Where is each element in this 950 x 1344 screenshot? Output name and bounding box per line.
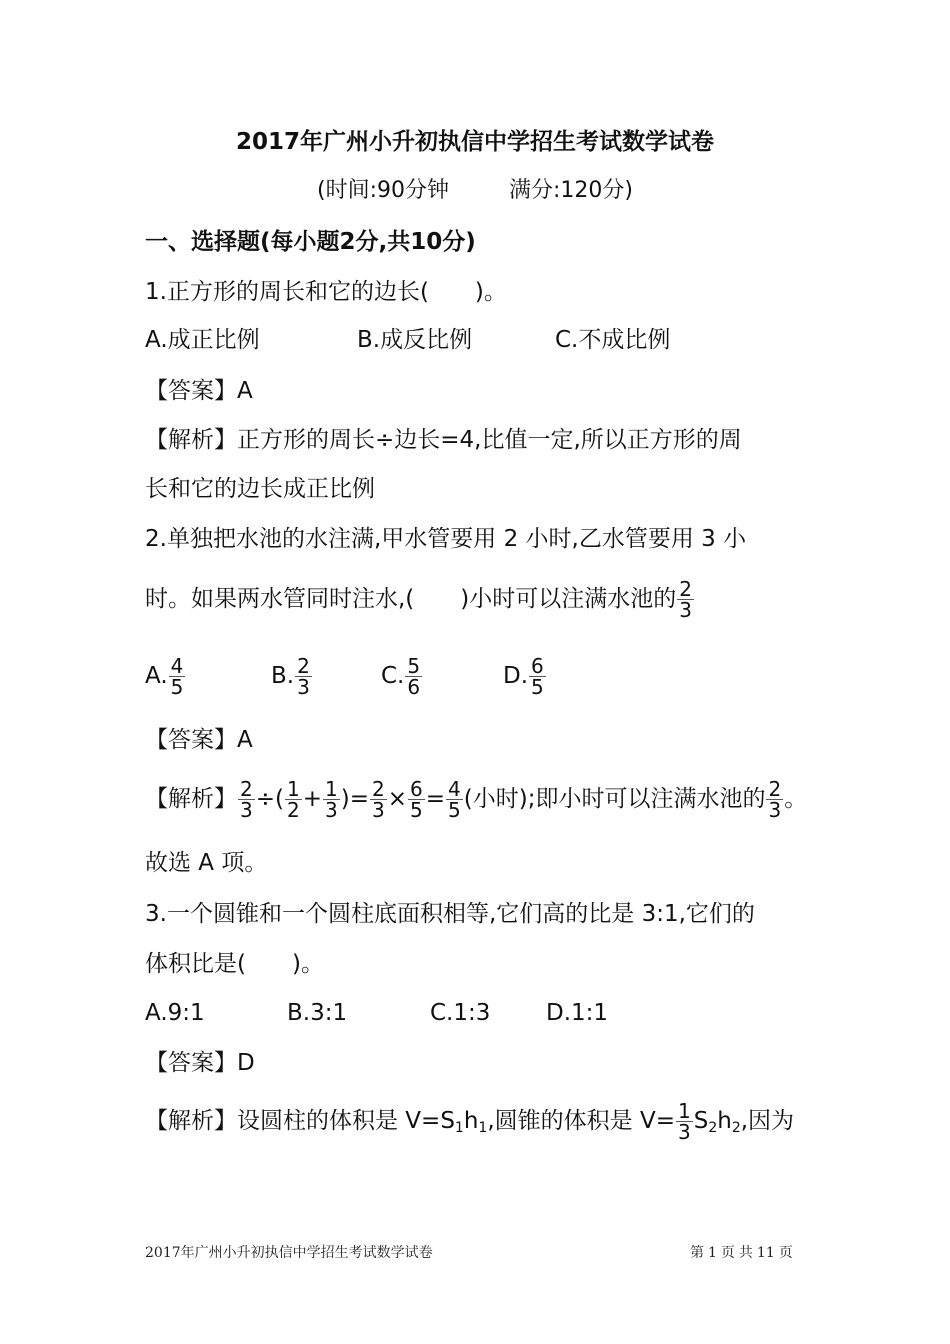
subscript: 1: [478, 1120, 488, 1136]
fraction-denominator: 3: [325, 798, 338, 822]
q2-analysis: [145, 774, 807, 824]
analysis-fraction: [676, 1101, 693, 1142]
fraction-denominator: 6: [407, 675, 421, 699]
page-title: 2017年广州小升初执信中学招生考试数学试卷: [235, 129, 714, 155]
analysis-fraction: [285, 779, 302, 820]
fraction-numerator: 1: [286, 777, 300, 801]
fraction-numerator: 2: [240, 777, 253, 801]
option-label: B.: [271, 663, 295, 689]
analysis-prefix: 【解析】: [145, 786, 237, 812]
fraction-numerator: 6: [531, 654, 544, 678]
q2-stem-line2: [145, 579, 695, 620]
footer-text: 共: [738, 1245, 753, 1261]
analysis-operator: +: [302, 786, 322, 812]
analysis-fraction: [238, 779, 255, 820]
fraction-numerator: 2: [297, 654, 310, 678]
fraction-denominator: 3: [240, 798, 253, 822]
analysis-text: h: [463, 1108, 479, 1134]
q3-option-d: D.1:1: [546, 1000, 609, 1026]
analysis-text: ,因为: [740, 1108, 795, 1134]
option-fraction: [169, 656, 186, 697]
footer-text: 第: [690, 1245, 704, 1261]
q1-option-a: A.成正比例: [145, 327, 260, 353]
q1-analysis-line2: 长和它的边长成正比例: [145, 476, 375, 502]
fraction-denominator: 3: [297, 675, 310, 699]
q3-answer: 【答案】D: [145, 1050, 255, 1076]
q2-option-d: [503, 656, 547, 697]
q1-stem: 1.正方形的周长和它的边长( )。: [145, 279, 507, 305]
fraction-numerator: 1: [325, 777, 338, 801]
analysis-text: (小时);即小时可以注满水池的: [463, 786, 766, 812]
analysis-operator: )=: [340, 786, 369, 812]
fraction-denominator: 5: [410, 798, 423, 822]
q3-stem-line1: 3.一个圆锥和一个圆柱底面积相等,它们高的比是 3:1,它们的: [145, 901, 755, 927]
q3-analysis: [145, 1096, 794, 1153]
analysis-text: h: [717, 1108, 732, 1134]
option-fraction: [405, 656, 422, 697]
subscript: 2: [731, 1120, 741, 1136]
exam-info: [0, 177, 950, 205]
q2-option-b: [271, 656, 313, 697]
analysis-fraction: [446, 779, 463, 820]
analysis-operator: ÷(: [255, 786, 284, 812]
footer-text: 页: [720, 1245, 735, 1261]
subscript: 2: [708, 1120, 718, 1136]
footer-text: 页: [778, 1245, 793, 1261]
fraction-numerator: 2: [679, 577, 692, 601]
q1-analysis-line1: 【解析】正方形的周长÷边长=4,比值一定,所以正方形的周: [145, 427, 742, 453]
analysis-fraction: [370, 779, 387, 820]
fraction-denominator: 5: [448, 798, 461, 822]
fraction-denominator: 3: [679, 598, 692, 622]
current-page: 1: [708, 1245, 717, 1261]
fraction-denominator: 2: [286, 798, 300, 822]
analysis-fraction: [323, 779, 340, 820]
fraction-denominator: 5: [170, 675, 184, 699]
q2-stem-fraction: [677, 579, 694, 620]
q1-option-b: B.成反比例: [357, 327, 473, 353]
option-fraction: [295, 656, 312, 697]
q3-option-a: A.9:1: [145, 1000, 205, 1026]
q3-stem-line2: 体积比是( )。: [145, 951, 324, 977]
q2-option-c: [381, 656, 423, 697]
fraction-numerator: 1: [677, 1099, 691, 1123]
q3-option-b: B.3:1: [287, 1000, 348, 1026]
fraction-numerator: 4: [448, 777, 461, 801]
analysis-operator: =: [425, 786, 446, 812]
q2-analysis-line2: 故选 A 项。: [145, 850, 268, 876]
analysis-operator: ×: [387, 786, 407, 812]
page-number: [690, 1244, 797, 1262]
option-label: D.: [503, 663, 529, 689]
fraction-denominator: 3: [371, 798, 385, 822]
q2-answer: 【答案】A: [145, 727, 253, 753]
analysis-fraction: [408, 779, 425, 820]
footer-title: 2017年广州小升初执信中学招生考试数学试卷: [145, 1245, 433, 1261]
option-fraction: [529, 656, 546, 697]
q2-stem-text: 时。如果两水管同时注水,( )小时可以注满水池的: [145, 586, 677, 612]
fraction-denominator: 5: [531, 675, 544, 699]
section-heading: 一、选择题(每小题2分,共10分): [145, 229, 476, 255]
fraction-numerator: 4: [170, 654, 184, 678]
option-label: A.: [145, 663, 168, 689]
total-pages: 11: [756, 1245, 775, 1261]
q2-stem-line1: 2.单独把水池的水注满,甲水管要用 2 小时,乙水管要用 3 小: [145, 526, 747, 552]
fraction-denominator: 3: [768, 798, 782, 822]
q1-option-c: C.不成比例: [555, 327, 671, 353]
exam-time: (时间:90分钟: [317, 178, 449, 203]
analysis-text: S: [693, 1108, 709, 1134]
subscript: 1: [454, 1120, 464, 1136]
fraction-numerator: 2: [371, 777, 385, 801]
analysis-text: 。: [784, 786, 808, 812]
option-label: C.: [381, 663, 405, 689]
fraction-numerator: 5: [407, 654, 421, 678]
q1-answer: 【答案】A: [145, 378, 253, 404]
fraction-numerator: 6: [410, 777, 423, 801]
q3-option-c: C.1:3: [430, 1000, 491, 1026]
q2-option-a: [145, 656, 186, 697]
analysis-fraction: [766, 779, 783, 820]
analysis-text: ,圆锥的体积是 V=: [487, 1108, 675, 1134]
exam-score: 满分:120分): [509, 178, 633, 203]
fraction-denominator: 3: [677, 1120, 691, 1144]
fraction-numerator: 2: [768, 777, 782, 801]
analysis-text: 【解析】设圆柱的体积是 V=S: [145, 1108, 455, 1134]
